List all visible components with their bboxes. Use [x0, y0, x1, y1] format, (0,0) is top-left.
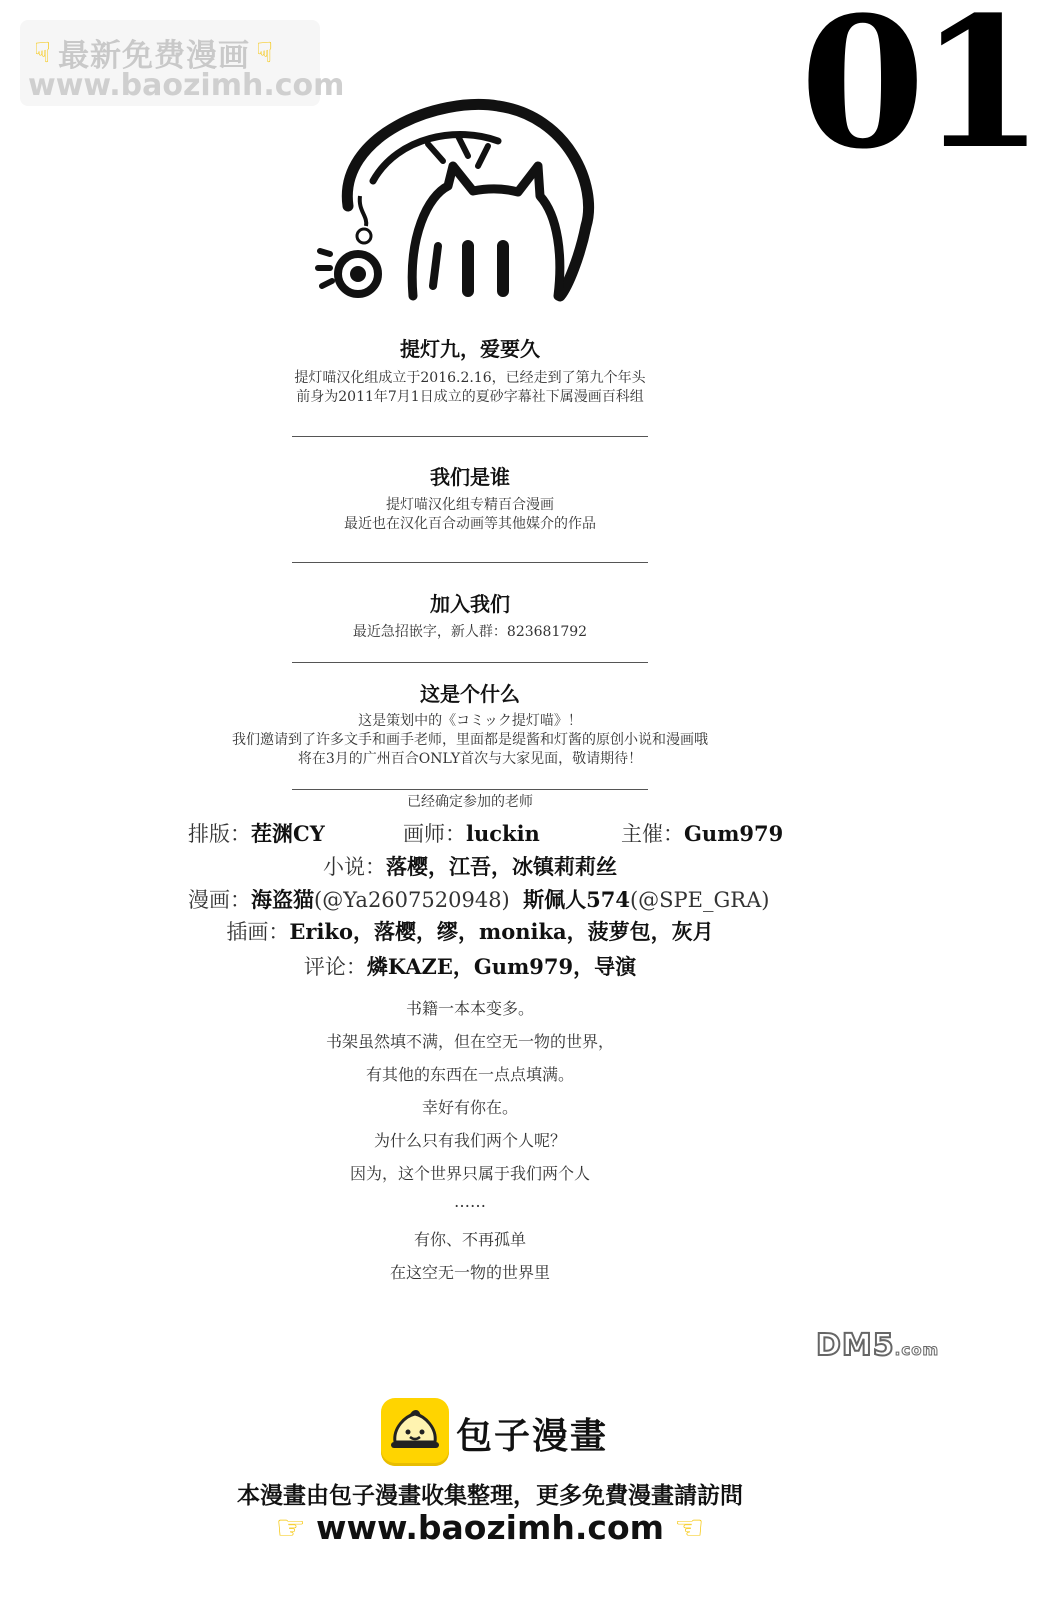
section-text-about-1: 提灯喵汉化组成立于2016.2.16，已经走到了第九个年头: [294, 370, 646, 386]
credit-layout: [188, 818, 325, 848]
baozi-brand-name: 包子漫畫: [456, 1416, 609, 1457]
credit-label: 画师：: [403, 822, 466, 846]
credit-label: 漫画：: [188, 888, 251, 912]
dm5-logo-text: DM5: [816, 1328, 895, 1363]
pointing-hand-icon: ☟: [256, 36, 275, 69]
credit-handle: (@Ya2607520948): [314, 888, 510, 912]
pointing-hand-icon: ☞: [275, 1508, 306, 1548]
credit-label: 小说：: [323, 855, 386, 879]
watermark-url[interactable]: www.baozimh.com: [28, 68, 345, 103]
poem-line: 有其他的东西在一点点填满。: [365, 1065, 574, 1084]
section-text-what-3: 将在3月的广州百合ONLY首次与大家见面，敬请期待！: [297, 751, 643, 767]
credit-host: [621, 818, 783, 848]
credit-manga: [188, 884, 769, 914]
poem-line: 有你、不再孤单: [413, 1230, 526, 1249]
chapter-number: 01: [800, 0, 1039, 189]
dm5-logo: [816, 1328, 939, 1363]
pointing-hand-icon: ☜: [674, 1508, 705, 1548]
cat-logo-icon: [318, 96, 598, 306]
section-text-who-1: 提灯喵汉化组专精百合漫画: [386, 497, 554, 513]
poem-line: 幸好有你在。: [421, 1098, 518, 1117]
section-title-what: 这是个什么: [420, 682, 520, 706]
poem-line: 书架虽然填不满，但在空无一物的世界，: [325, 1032, 614, 1051]
dm5-logo-suffix: .com: [894, 1341, 940, 1359]
credit-value: 斯佩人574: [523, 887, 630, 912]
poem-line: ……: [454, 1192, 486, 1211]
credit-value: 海盗猫: [251, 887, 314, 912]
credit-label: 主催：: [621, 822, 684, 846]
credit-label: 评论：: [303, 955, 367, 979]
poem-line: 在这空无一物的世界里: [389, 1263, 550, 1282]
credit-value: 落樱，江吾，冰镇莉莉丝: [386, 854, 617, 879]
footer-url-row: [0, 1508, 980, 1548]
credit-value: luckin: [466, 821, 540, 846]
footer-note: 本漫畫由包子漫畫收集整理，更多免費漫畫請訪問: [237, 1483, 743, 1509]
poem-line: 书籍一本本变多。: [405, 999, 534, 1018]
credit-value: 燐KAZE，Gum979，导演: [366, 954, 637, 979]
section-text-what-1: 这是策划中的《コミック提灯喵》！: [358, 713, 582, 729]
section-text-join: 最近急招嵌字，新人群：823681792: [352, 624, 588, 640]
divider: [292, 789, 648, 790]
divider: [292, 662, 648, 663]
watermark-text: 最新免费漫画: [58, 38, 251, 74]
credit-value: 茬渊CY: [251, 821, 325, 846]
credit-art: [403, 818, 540, 848]
section-text-about-2: 前身为2011年7月1日成立的夏砂字幕社下属漫画百科组: [296, 389, 644, 405]
credit-illustration: [0, 916, 940, 946]
section-text-who-2: 最近也在汉化百合动画等其他媒介的作品: [344, 516, 596, 532]
section-title-join: 加入我们: [430, 592, 510, 616]
credit-value: Gum979: [684, 821, 784, 846]
poem-line: 为什么只有我们两个人呢？: [373, 1131, 566, 1150]
poem-line: 因为，这个世界只属于我们两个人: [349, 1164, 590, 1183]
divider: [292, 562, 648, 563]
pointing-hand-icon: ☟: [34, 36, 53, 69]
credit-review: [0, 951, 940, 981]
section-title-who: 我们是谁: [430, 465, 510, 489]
baozi-logo-icon: [381, 1398, 449, 1466]
confirmed-label: 已经确定参加的老师: [407, 794, 533, 810]
credit-label: 排版：: [188, 822, 251, 846]
section-text-what-2: 我们邀请到了许多文手和画手老师，里面都是缇酱和灯酱的原创小说和漫画哦: [232, 732, 708, 748]
section-title-about: 提灯九，爱要久: [400, 337, 540, 361]
divider: [292, 436, 648, 437]
credit-novel: [0, 851, 940, 881]
footer-url-link[interactable]: www.baozimh.com: [316, 1508, 664, 1547]
credit-label: 插画：: [226, 920, 290, 944]
credit-handle: (@SPE_GRA): [629, 888, 770, 912]
credit-value: Eriko，落樱，缪，monika，菠萝包，灰月: [289, 919, 714, 944]
